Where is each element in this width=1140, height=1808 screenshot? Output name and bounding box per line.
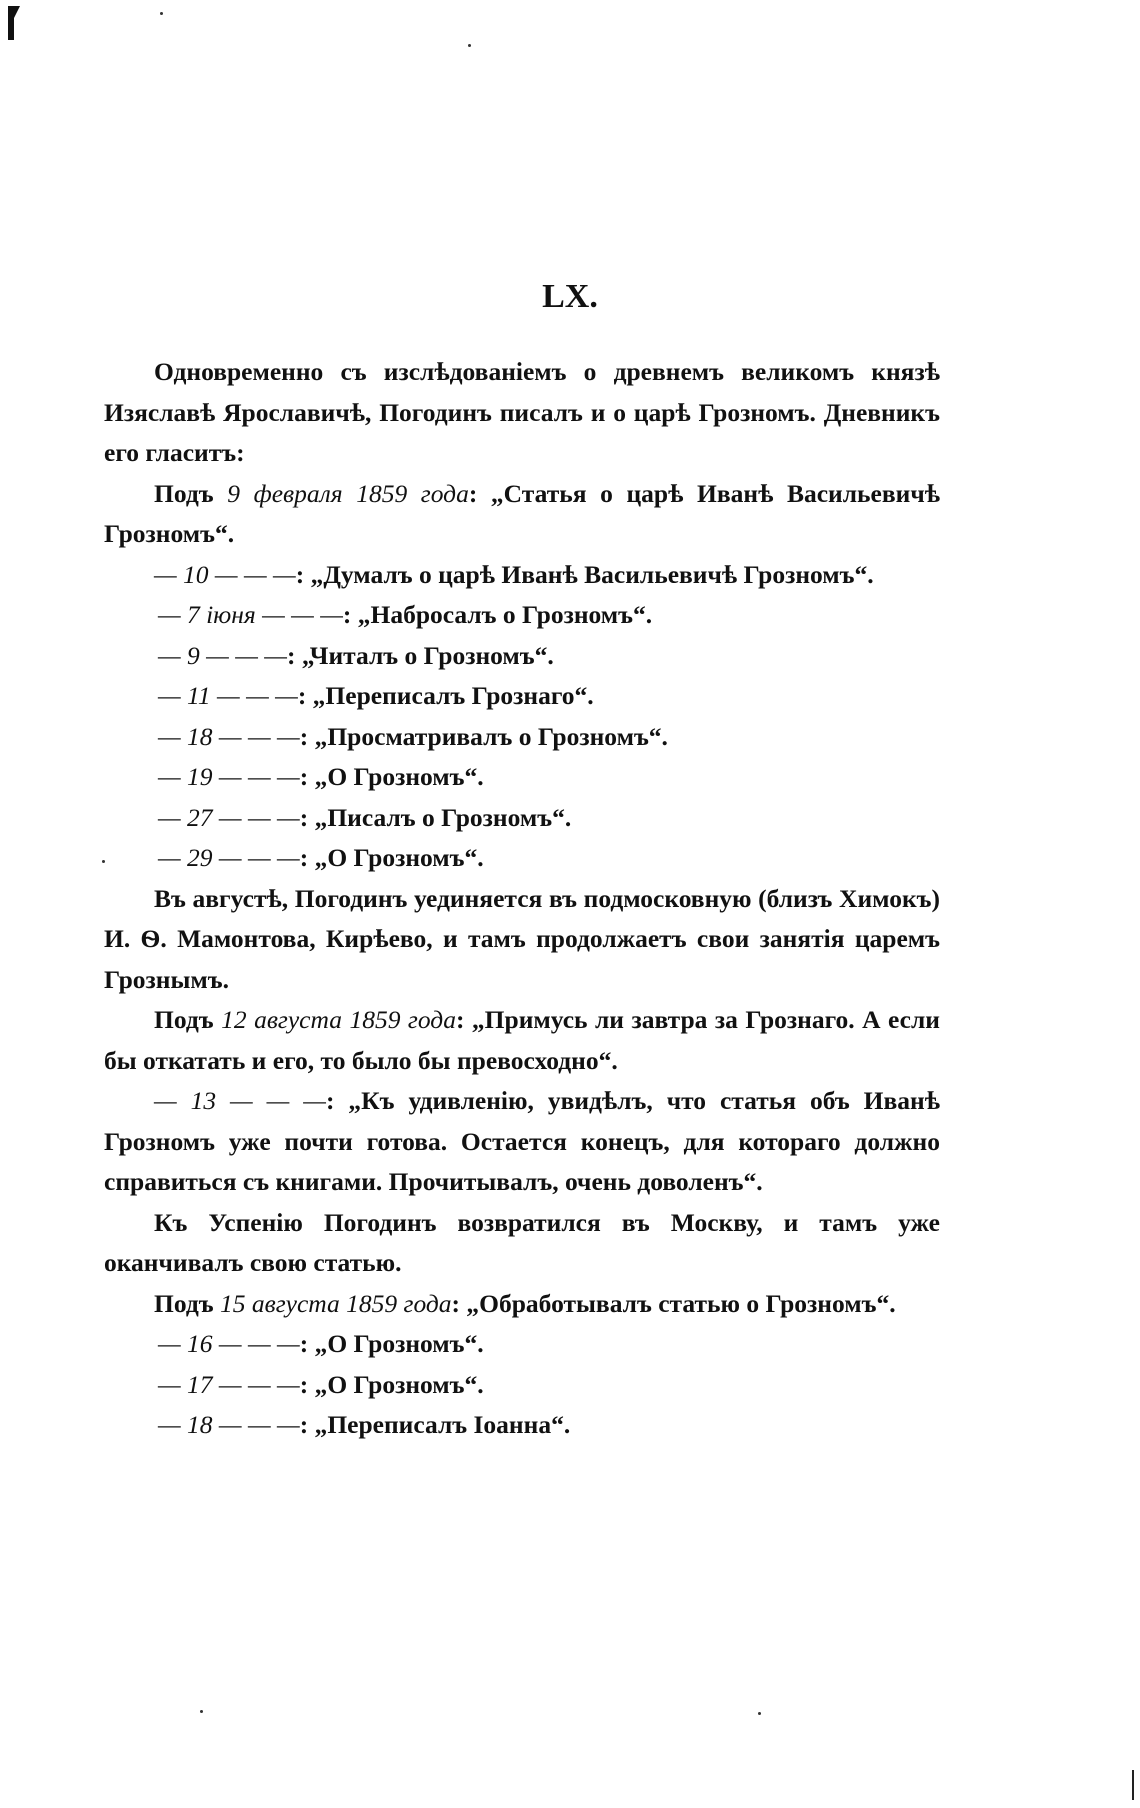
entry-text: : „Статья о царѣ Иванѣ Васильевичѣ Грозномъ“.	[104, 478, 941, 548]
diary-entry-jun-27	[104, 798, 940, 839]
diary-entry-jun-9	[104, 636, 940, 677]
paragraph-august: Въ августѣ, Погодинъ уединяется въ подмосковную (близъ Химокъ) И. Ѳ. Мамонтова, Кирѣево, и тамъ продолжаетъ свои занятія царемъ Грознымъ.	[104, 883, 940, 994]
entry-text: : „Набросалъ о Грозномъ“.	[342, 600, 653, 629]
diary-entry-jun-29	[104, 838, 940, 879]
diary-entry-aug-16	[104, 1324, 940, 1365]
scan-speck	[200, 1710, 203, 1713]
diary-entry-jun-18	[104, 717, 940, 758]
entry-date: 9 февраля 1859 года	[227, 478, 469, 508]
scan-speck	[102, 860, 105, 863]
scan-speck	[468, 44, 471, 47]
diary-entry-jun-7	[104, 595, 940, 636]
entry-text: : „Писалъ о Грозномъ“.	[299, 802, 572, 832]
diary-entry-aug-18	[104, 1405, 940, 1446]
entry-text: : „Къ удивленію, увидѣлъ, что статья объ Иванѣ Грозномъ уже почти готова. Остается конецъ, для котораго должно справиться съ книгами. Прочитывалъ, очень доволенъ“.	[104, 1086, 941, 1196]
entry-text: : „Думалъ о царѣ Иванѣ Васильевичѣ Грозномъ“.	[295, 559, 874, 589]
entry-date: — 11 — — —	[158, 681, 298, 710]
entry-date: — 7 іюня — — —	[158, 600, 343, 629]
paragraph-uspenie: Къ Успенію Погодинъ возвратился въ Москву, и тамъ уже оканчивалъ свою статью.	[104, 1207, 940, 1277]
entry-date: — 27 — — —	[158, 802, 300, 832]
entry-prefix: Подъ	[154, 1288, 214, 1318]
diary-entry-aug-15	[104, 1284, 940, 1325]
entry-text: : „Переписалъ Грознаго“.	[297, 681, 594, 710]
entry-date: — 29 — — —	[158, 843, 300, 872]
entry-date: — 16 — — —	[158, 1329, 300, 1358]
diary-entry-feb-10	[104, 555, 940, 596]
diary-entry-jun-19	[104, 757, 940, 798]
entry-date: — 18 — — —	[158, 721, 300, 751]
entry-text: : „Обработывалъ статью о Грозномъ“.	[451, 1288, 896, 1318]
entry-text: : „Просматривалъ о Грозномъ“.	[299, 721, 668, 751]
diary-entry-aug-12	[104, 1000, 940, 1081]
scan-edge-line	[1132, 1770, 1134, 1800]
entry-prefix: Подъ	[154, 478, 214, 508]
entry-text: : „Примусь ли завтра за Грознаго. А если бы откатать и его, то было бы превосходно“.	[104, 1005, 940, 1075]
entry-text: : „О Грозномъ“.	[299, 762, 484, 791]
entry-date: 15 августа 1859 года	[220, 1288, 452, 1318]
diary-entry-aug-13	[104, 1081, 940, 1203]
entry-date: — 17 — — —	[158, 1369, 300, 1399]
corner-scan-mark-bar	[8, 6, 14, 40]
paragraph-intro: Одновременно съ изслѣдованіемъ о древнемъ великомъ князѣ Изяславѣ Ярославичѣ, Погодинъ писалъ и о царѣ Грозномъ. Дневникъ его гласитъ:	[104, 357, 940, 467]
entry-date: — 18 — — —	[158, 1410, 300, 1439]
entry-text: : „Читалъ о Грозномъ“.	[286, 640, 554, 670]
chapter-heading: LX.	[542, 278, 598, 315]
page-body	[104, 352, 940, 1446]
entry-date: 12 августа 1859 года	[221, 1005, 456, 1034]
entry-prefix: Подъ	[154, 1005, 214, 1034]
scan-speck	[160, 12, 163, 15]
entry-text: : „О Грозномъ“.	[299, 843, 484, 872]
entry-text: : „О Грозномъ“.	[299, 1329, 484, 1358]
diary-entry-aug-17	[104, 1365, 940, 1406]
diary-entry-feb-9	[104, 474, 940, 555]
entry-text: : „Переписалъ Іоанна“.	[299, 1410, 571, 1439]
scan-speck	[758, 1712, 761, 1715]
entry-date: — 10 — — —	[154, 559, 296, 589]
entry-date: — 13 — — —	[154, 1086, 326, 1115]
entry-date: — 19 — — —	[158, 762, 300, 791]
diary-entry-jun-11	[104, 676, 940, 717]
entry-date: — 9 — — —	[158, 640, 287, 670]
entry-text: : „О Грозномъ“.	[299, 1369, 484, 1399]
